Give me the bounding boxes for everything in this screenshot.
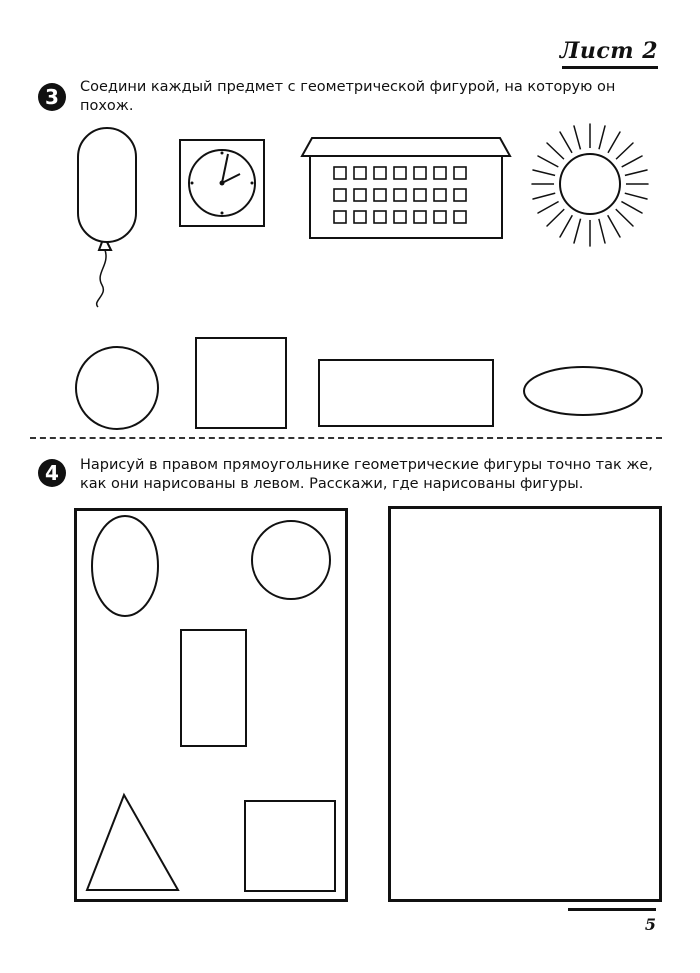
sample-shapes-box [74, 508, 348, 902]
sample-triangle [87, 795, 178, 890]
circle-shape[interactable] [74, 345, 160, 431]
sample-rectangle [181, 630, 246, 746]
sheet-title: Лист 2 [559, 38, 658, 64]
sheet-title-underline [562, 66, 658, 69]
drawing-area-box[interactable] [388, 506, 662, 902]
rectangle-shape[interactable] [318, 359, 494, 427]
sample-square [245, 801, 335, 891]
sun-picture[interactable] [530, 116, 650, 256]
task-4-instruction: Нарисуй в правом прямоугольнике геометрические фигуры точно так же, как они нарисованы в левом. Расскажи, где нарисованы фигуры. [80, 457, 653, 492]
task-3-number: 3 [38, 83, 66, 111]
section-divider [30, 437, 662, 439]
task-4-number: 4 [38, 459, 66, 487]
task-3-instruction: Соедини каждый предмет с геометрической фигурой, на которую он похож. [80, 79, 616, 114]
balloon-picture[interactable] [70, 125, 150, 310]
page-number-rule [568, 908, 656, 911]
clock-picture[interactable] [178, 138, 266, 228]
page-number: 5 [644, 915, 656, 934]
sample-oval [92, 516, 158, 616]
oval-shape[interactable] [522, 365, 644, 417]
square-shape[interactable] [195, 337, 287, 429]
sample-circle [252, 521, 330, 599]
building-picture[interactable] [300, 136, 512, 240]
